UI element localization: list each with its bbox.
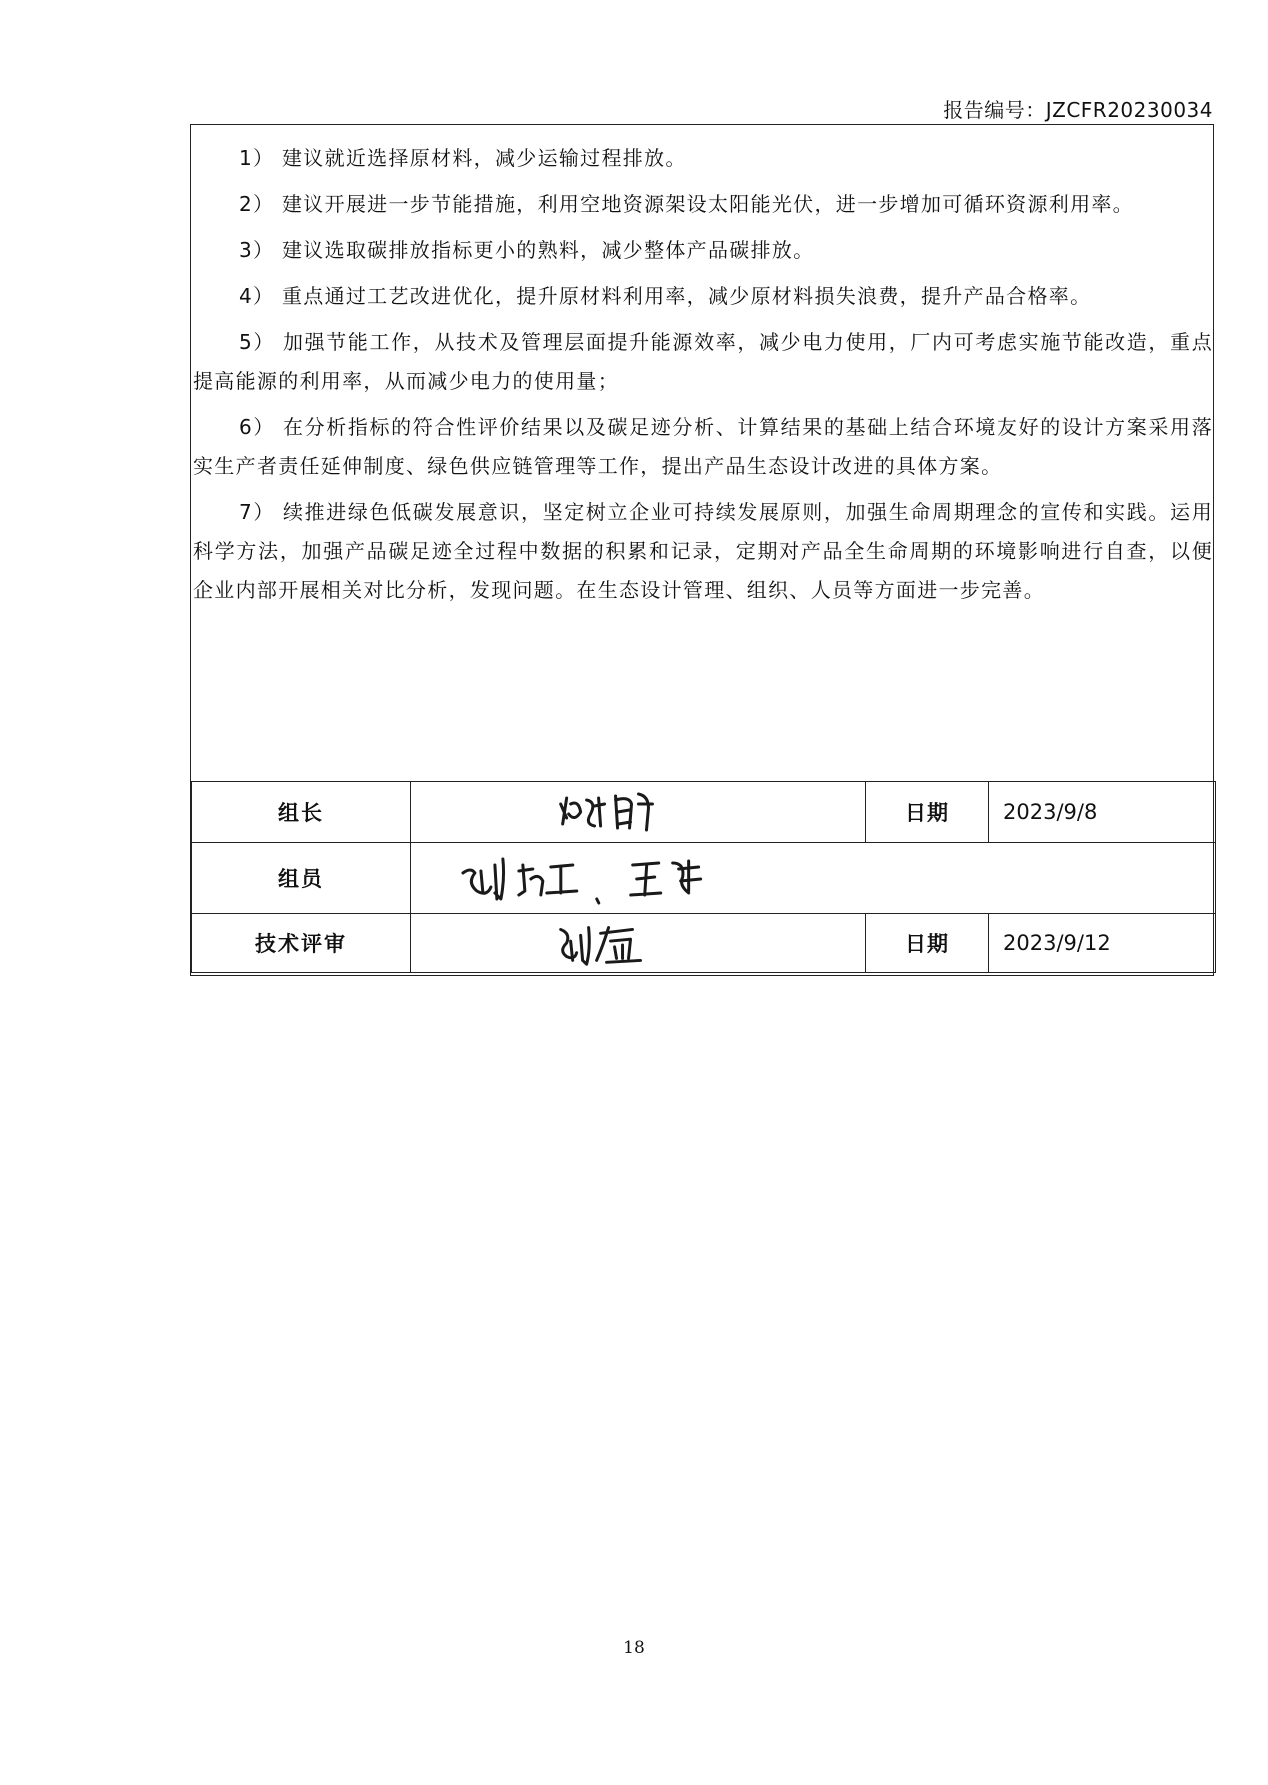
members-signature xyxy=(411,843,1216,914)
leader-label: 组长 xyxy=(192,782,411,843)
review-label: 技术评审 xyxy=(192,914,411,973)
members-label: 组员 xyxy=(192,843,411,914)
review-date: 2023/9/12 xyxy=(989,914,1216,973)
recommendation-item: 4） 重点通过工艺改进优化，提升原材料利用率，减少原材料损失浪费，提升产品合格率。 xyxy=(239,284,1092,308)
leader-row xyxy=(192,782,1216,843)
page-number: 18 xyxy=(623,1638,645,1658)
report-sheet xyxy=(190,124,1214,976)
members-row xyxy=(192,843,1216,914)
recommendation-item: 5） 加强节能工作，从技术及管理层面提升能源效率，减少电力使用，厂内可考虑实施节能改造，重点提高能源的利用率，从而减少电力的使用量； xyxy=(193,330,1213,393)
signature-table xyxy=(191,781,1216,973)
leader-signature-image xyxy=(411,782,865,842)
recommendation-item: 2） 建议开展进一步节能措施，利用空地资源架设太阳能光伏，进一步增加可循环资源利用率。 xyxy=(239,192,1134,216)
review-signature-image xyxy=(411,914,865,972)
recommendation-item: 3） 建议选取碳排放指标更小的熟料，减少整体产品碳排放。 xyxy=(239,238,815,262)
recommendation-item: 6） 在分析指标的符合性评价结果以及碳足迹分析、计算结果的基础上结合环境友好的设计方案采用落实生产者责任延伸制度、绿色供应链管理等工作，提出产品生态设计改进的具体方案。 xyxy=(193,415,1213,478)
leader-date-label: 日期 xyxy=(866,782,989,843)
recommendation-item: 1） 建议就近选择原材料，减少运输过程排放。 xyxy=(239,146,687,170)
review-row xyxy=(192,914,1216,973)
review-signature xyxy=(411,914,866,973)
members-signature-image xyxy=(411,843,1215,913)
leader-signature xyxy=(411,782,866,843)
recommendations-section xyxy=(191,125,1213,782)
leader-date: 2023/9/8 xyxy=(989,782,1216,843)
recommendation-item: 7） 续推进绿色低碳发展意识，坚定树立企业可持续发展原则，加强生命周期理念的宣传和实践。运用科学方法，加强产品碳足迹全过程中数据的积累和记录，定期对产品全生命周期的环境影响进行自查，以便企业内部开展相关对比分析，发现问题。在生态设计管理、组织、人员等方面进一步完善。 xyxy=(193,500,1213,602)
report-number: 报告编号：JZCFR20230034 xyxy=(943,98,1213,122)
review-date-label: 日期 xyxy=(866,914,989,973)
